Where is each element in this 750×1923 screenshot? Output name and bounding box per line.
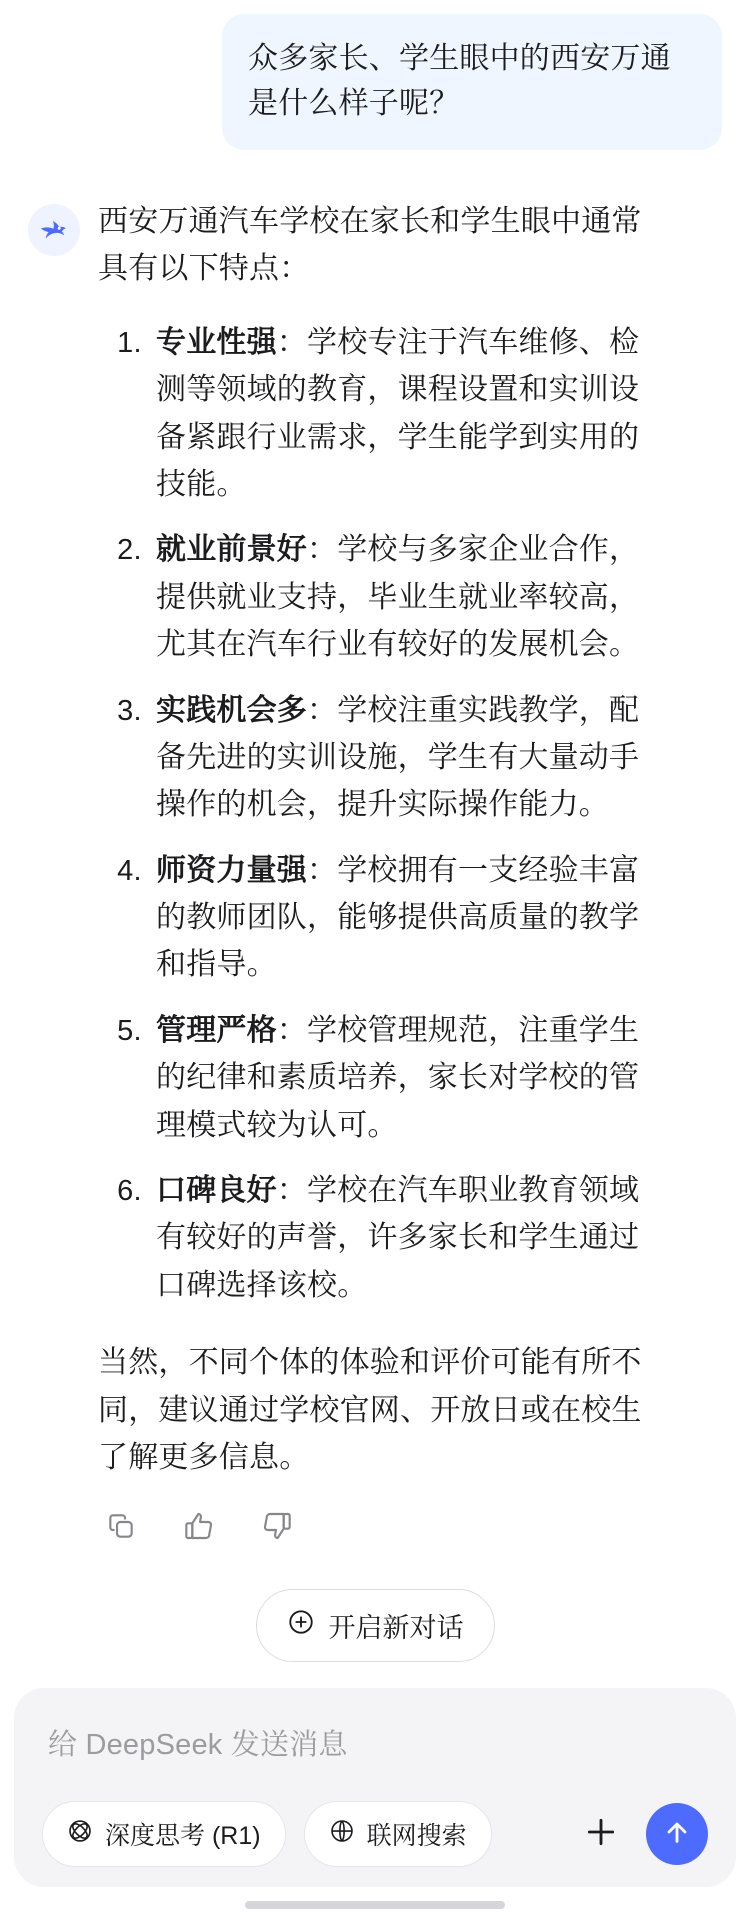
web-search-chip[interactable]	[304, 1801, 492, 1867]
list-item	[150, 1167, 658, 1309]
thumbs-down-icon[interactable]	[258, 1507, 296, 1545]
list-item-title: 口碑良好	[156, 1174, 277, 1208]
list-item	[150, 847, 658, 989]
new-chat-row	[28, 1545, 722, 1688]
list-item	[150, 526, 658, 668]
deep-think-label: 深度思考 (R1)	[105, 1822, 261, 1851]
assistant-message-body	[98, 198, 658, 1545]
copy-icon[interactable]	[102, 1507, 140, 1545]
deep-think-chip[interactable]	[42, 1801, 286, 1867]
list-item	[150, 687, 658, 829]
deepseek-whale-icon	[37, 213, 71, 247]
list-item	[150, 319, 658, 509]
message-input[interactable]: 给 DeepSeek 发送消息	[48, 1729, 348, 1762]
list-item-text: ：学校与多家企业合作，提供就业支持，毕业生就业率较高，尤其在汽车行业有较好的发展机会。	[156, 533, 640, 662]
list-item	[150, 1007, 658, 1149]
assistant-closing-text: 当然，不同个体的体验和评价可能有所不同，建议通过学校官网、开放日或在校生了解更多信息。	[98, 1346, 642, 1474]
arrow-up-icon	[661, 1816, 693, 1853]
composer	[14, 1688, 736, 1887]
list-item-title: 实践机会多	[156, 693, 307, 727]
globe-icon	[329, 1818, 355, 1851]
list-item-title: 专业性强	[156, 325, 277, 359]
list-item-text: ：学校在汽车职业教育领域有较好的声誉，许多家长和学生通过口碑选择该校。	[156, 1174, 640, 1302]
web-search-label: 联网搜索	[366, 1822, 467, 1851]
send-button[interactable]	[646, 1803, 708, 1865]
home-indicator-area	[0, 1887, 750, 1923]
plus-circle-icon	[287, 1608, 315, 1643]
list-item-text: ：学校拥有一支经验丰富的教师团队，能够提供高质量的教学和指导。	[156, 853, 640, 982]
user-message-row	[28, 14, 722, 150]
assistant-avatar	[28, 204, 80, 256]
message-actions	[98, 1507, 658, 1545]
thumbs-up-icon[interactable]	[180, 1507, 218, 1545]
composer-toolbar	[42, 1801, 708, 1867]
user-message-bubble[interactable]: 众多家长、学生眼中的西安万通是什么样子呢？	[222, 14, 722, 150]
plus-icon	[581, 1812, 621, 1857]
assistant-answer-list	[98, 319, 658, 1309]
new-chat-button[interactable]	[256, 1589, 495, 1662]
assistant-intro-text: 西安万通汽车学校在家长和学生眼中通常具有以下特点：	[98, 205, 642, 286]
atom-icon	[67, 1818, 93, 1851]
home-indicator	[245, 1901, 505, 1909]
new-chat-label: 开启新对话	[328, 1613, 464, 1644]
assistant-message-row	[28, 198, 722, 1545]
list-item-text: ：学校注重实践教学，配备先进的实训设施，学生有大量动手操作的机会，提升实际操作能力。	[156, 693, 640, 822]
list-item-title: 就业前景好	[156, 533, 307, 567]
list-item-title: 师资力量强	[156, 853, 307, 887]
attach-button[interactable]	[574, 1807, 628, 1861]
list-item-text: ：学校管理规范，注重学生的纪律和素质培养，家长对学校的管理模式较为认可。	[156, 1013, 640, 1142]
list-item-text: ：学校专注于汽车维修、检测等领域的教育，课程设置和实训设备紧跟行业需求，学生能学到实用的技能。	[156, 325, 640, 501]
list-item-title: 管理严格	[156, 1013, 277, 1047]
